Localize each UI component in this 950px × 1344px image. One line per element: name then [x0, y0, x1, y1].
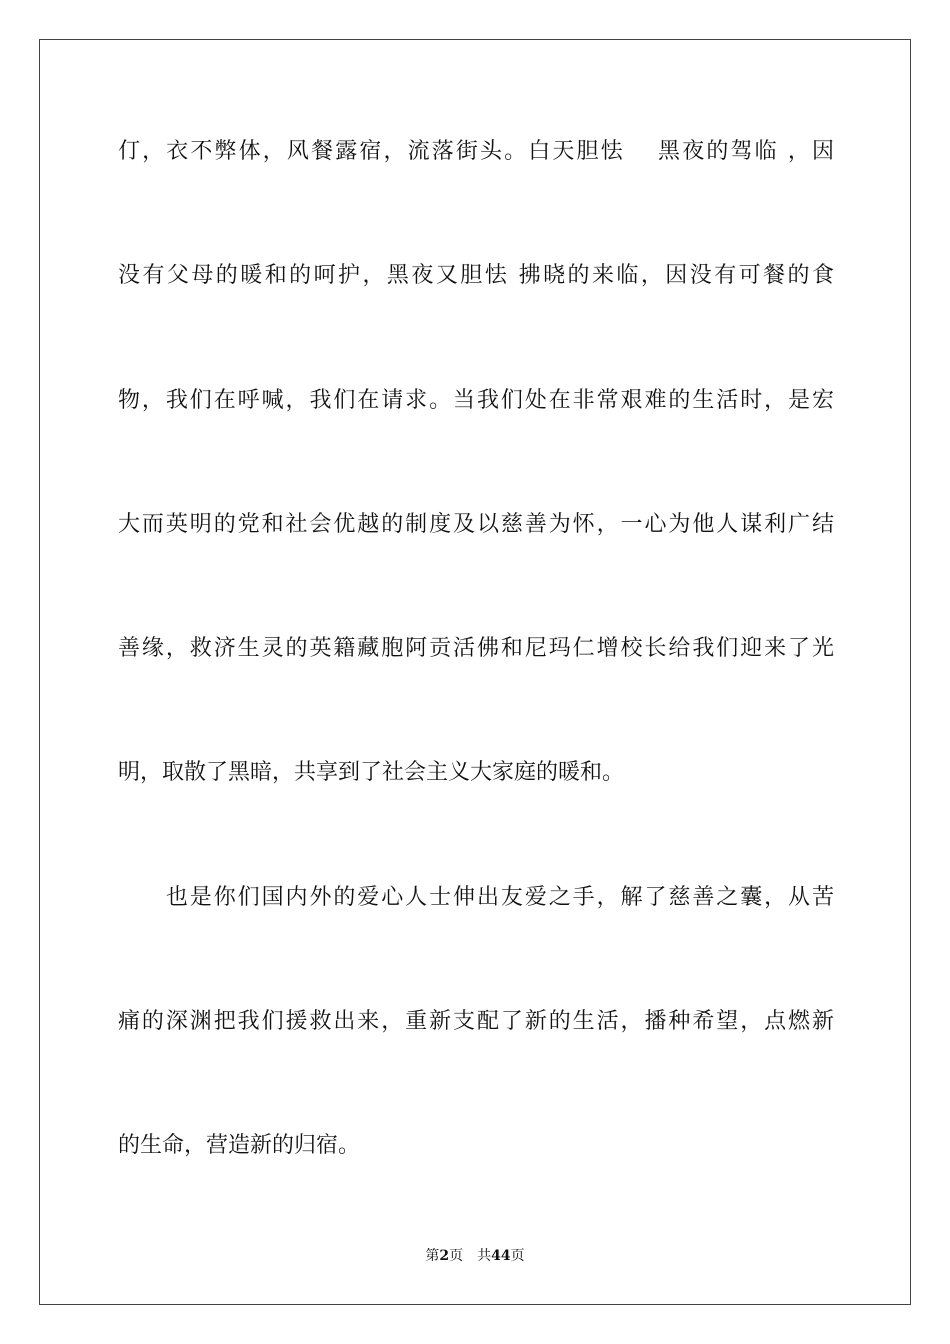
body-text-line-7: 也是你们国内外的爱心人士伸出友爱之手，解了慈善之囊，从苦 [118, 885, 834, 910]
total-pages: 44 [491, 1248, 511, 1264]
total-suffix: 页 [510, 1248, 525, 1264]
page-prefix: 第 [425, 1248, 440, 1264]
body-text-line-4: 大而英明的党和社会优越的制度及以慈善为怀，一心为他人谋利广结 [118, 512, 834, 537]
page-number: 2 [439, 1248, 450, 1264]
body-text-line-3: 物，我们在呼喊，我们在请求。当我们处在非常艰难的生活时，是宏 [118, 388, 834, 413]
body-text-line-9: 的生命，营造新的归宿。 [118, 1133, 361, 1158]
total-prefix: 共 [477, 1248, 492, 1264]
body-text-line-6: 明，取散了黑暗，共享到了社会主义大家庭的暖和。 [118, 760, 625, 785]
page-border [39, 39, 911, 1305]
body-text-line-5: 善缘，救济生灵的英籍藏胞阿贡活佛和尼玛仁增校长给我们迎来了光 [118, 636, 834, 661]
body-text-line-2: 没有父母的暖和的呵护，黑夜又胆怯 拂晓的来临，因没有可餐的食 [118, 263, 834, 288]
page-footer [0, 1247, 950, 1265]
body-text-line-8: 痛的深渊把我们援救出来，重新支配了新的生活，播种希望，点燃新 [118, 1009, 834, 1034]
body-text-line-1: 仃，衣不弊体，风餐露宿，流落街头。白天胆怯 黑夜的驾临 ，因 [118, 139, 834, 164]
page-suffix: 页 [449, 1248, 464, 1264]
